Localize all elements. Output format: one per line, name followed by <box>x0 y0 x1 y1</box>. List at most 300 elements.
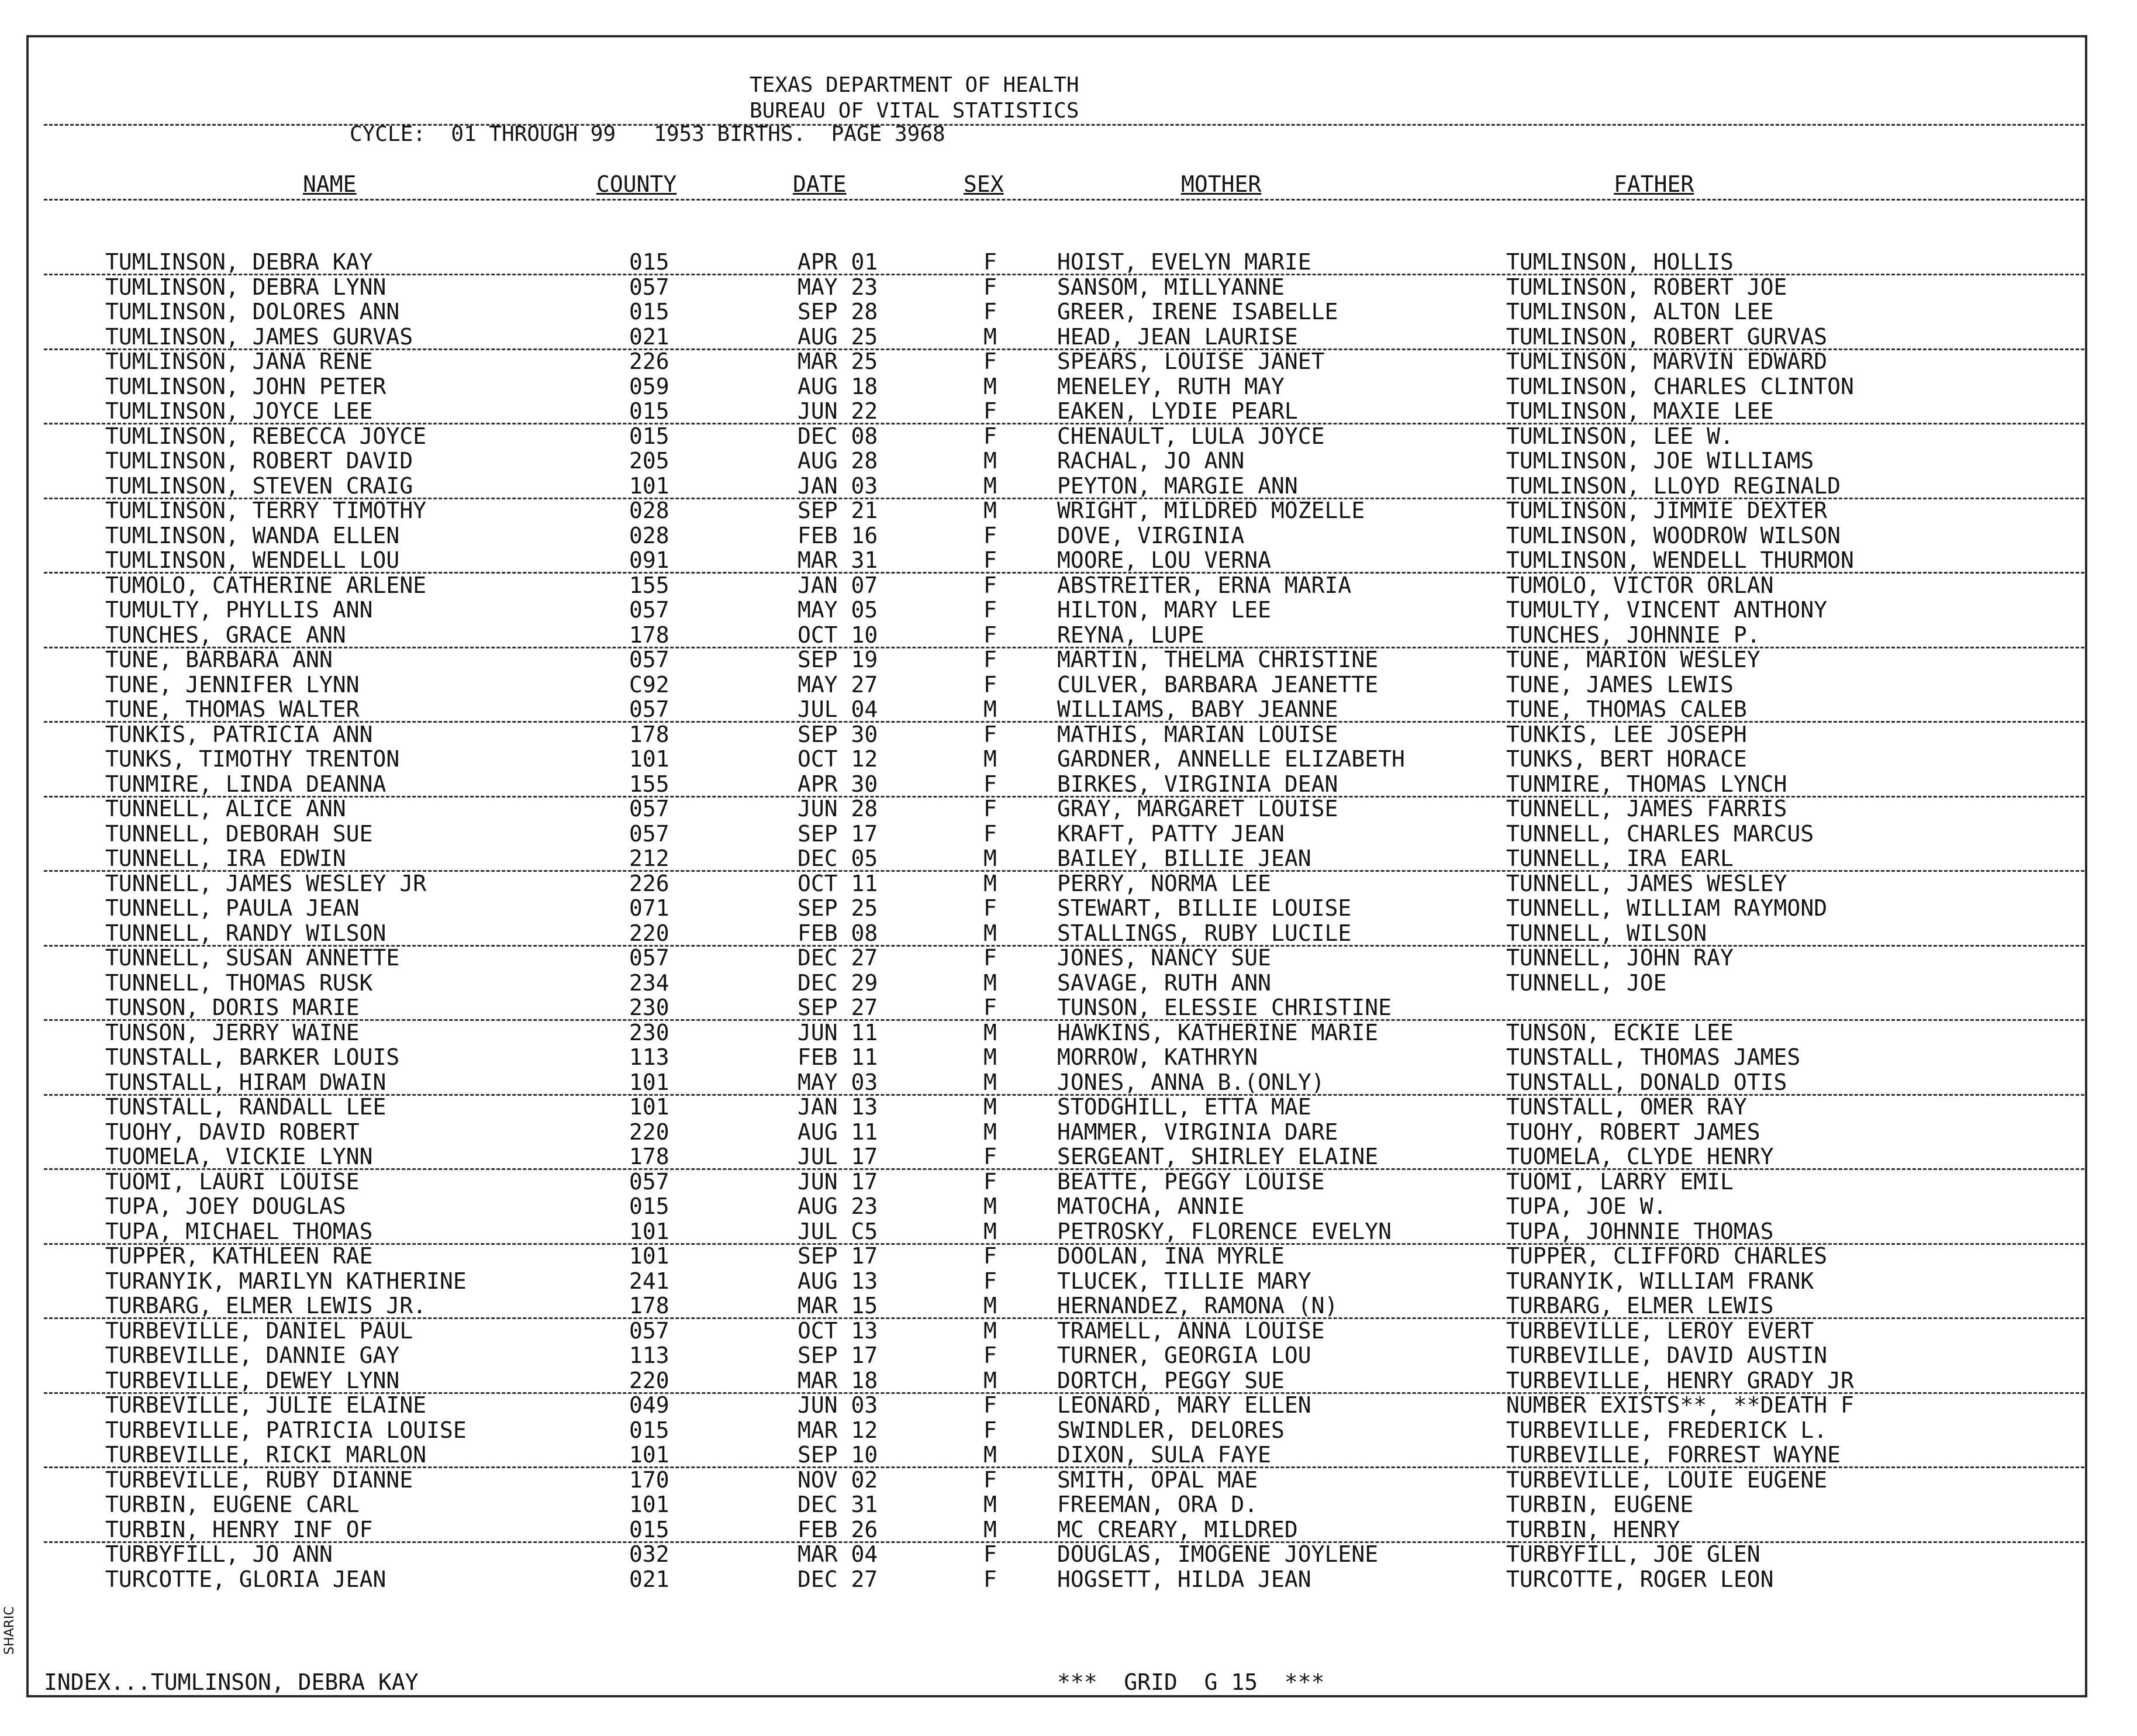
cell-date: MAY 03 <box>798 1069 878 1095</box>
table-row <box>0 1170 2137 1193</box>
cell-mother: STEWART, BILLIE LOUISE <box>1057 895 1352 921</box>
cell-date: FEB 26 <box>798 1516 878 1542</box>
cell-father: TUNE, MARION WESLEY <box>1506 647 1760 672</box>
cell-mother: PETROSKY, FLORENCE EVELYN <box>1057 1218 1392 1244</box>
cell-county: C92 <box>629 671 669 698</box>
cell-date: AUG 18 <box>798 373 878 399</box>
cell-sex: M <box>983 1044 997 1070</box>
cell-mother: JONES, NANCY SUE <box>1057 945 1272 971</box>
cell-father: TUPA, JOE W. <box>1506 1193 1667 1219</box>
cell-date: JUN 03 <box>798 1392 878 1418</box>
cell-date: JUL C5 <box>798 1218 878 1244</box>
cell-name: TUNNELL, SUSAN ANNETTE <box>105 945 400 971</box>
cell-name: TUOMI, LAURI LOUISE <box>105 1168 360 1195</box>
cell-sex: F <box>983 1392 997 1418</box>
table-row <box>44 1220 2084 1245</box>
cell-name: TURBEVILLE, RICKI MARLON <box>105 1442 427 1468</box>
cell-name: TUNSON, DORIS MARIE <box>105 995 360 1020</box>
cell-name: TUMLINSON, ROBERT DAVID <box>105 448 413 474</box>
cell-county: 178 <box>629 622 669 648</box>
cell-date: SEP 17 <box>798 820 878 847</box>
cell-mother: PERRY, NORMA LEE <box>1057 870 1272 896</box>
table-row <box>44 1145 2084 1170</box>
cell-name: TUMLINSON, JOYCE LEE <box>105 398 373 424</box>
cell-sex: F <box>983 945 997 971</box>
cell-mother: REYNA, LUPE <box>1057 622 1204 648</box>
cell-sex: F <box>983 1541 997 1567</box>
cell-sex: F <box>983 423 997 449</box>
cell-sex: F <box>983 572 997 598</box>
cell-name: TURBEVILLE, RUBY DIANNE <box>105 1466 413 1493</box>
cell-name: TUNE, THOMAS WALTER <box>105 696 360 722</box>
cell-father: TUNE, JAMES LEWIS <box>1506 671 1734 698</box>
cell-county: 057 <box>629 796 669 822</box>
cell-date: AUG 13 <box>798 1268 878 1294</box>
cell-mother: DOVE, VIRGINIA <box>1057 522 1245 548</box>
cell-date: AUG 11 <box>798 1119 878 1145</box>
cell-sex: F <box>983 796 997 822</box>
cell-father: NUMBER EXISTS**, **DEATH F <box>1506 1392 1854 1418</box>
cell-county: 057 <box>629 1317 669 1344</box>
table-row <box>0 797 2137 820</box>
cell-sex: M <box>983 448 997 474</box>
cell-sex: F <box>983 895 997 921</box>
cell-mother: HAWKINS, KATHERINE MARIE <box>1057 1019 1379 1045</box>
cell-sex: F <box>983 299 997 325</box>
table-row <box>0 747 2137 771</box>
col-header-sex: SEX <box>964 171 1004 197</box>
column-divider <box>44 199 2084 201</box>
cell-sex: F <box>983 398 997 424</box>
cell-father: TUMULTY, VINCENT ANTHONY <box>1506 597 1828 623</box>
cell-sex: M <box>983 1516 997 1542</box>
cell-sex: M <box>983 1193 997 1219</box>
cell-sex: F <box>983 274 997 300</box>
footer-index: INDEX...TUMLINSON, DEBRA KAY <box>44 1669 419 1695</box>
cell-sex: M <box>983 1069 997 1095</box>
cell-county: 032 <box>629 1541 669 1567</box>
cell-sex: F <box>983 647 997 672</box>
cell-county: 212 <box>629 845 669 871</box>
table-row <box>44 922 2084 947</box>
cell-sex: F <box>983 820 997 847</box>
cell-mother: MORROW, KATHRYN <box>1057 1044 1258 1070</box>
cell-father: TURBYFILL, JOE GLEN <box>1506 1541 1760 1567</box>
table-row <box>0 449 2137 472</box>
cell-county: 205 <box>629 448 669 474</box>
cell-mother: SMITH, OPAL MAE <box>1057 1466 1258 1493</box>
table-row <box>0 673 2137 696</box>
table-row <box>0 1045 2137 1069</box>
cell-name: TUMLINSON, WENDELL LOU <box>105 547 400 573</box>
table-row <box>0 574 2137 597</box>
cell-date: AUG 28 <box>798 448 878 474</box>
cell-father: TUMLINSON, HOLLIS <box>1506 249 1734 275</box>
table-row <box>44 772 2084 798</box>
cell-county: 101 <box>629 746 669 772</box>
table-row <box>0 598 2137 622</box>
cell-date: FEB 08 <box>798 920 878 946</box>
cell-father: TUOMI, LARRY EMIL <box>1506 1168 1734 1195</box>
cell-name: TUNNELL, IRA EDWIN <box>105 845 346 871</box>
cell-mother: FREEMAN, ORA D. <box>1057 1492 1258 1517</box>
cell-father: TUNE, THOMAS CALEB <box>1506 696 1747 722</box>
cell-date: MAY 27 <box>798 671 878 698</box>
cell-county: 101 <box>629 1442 669 1468</box>
cell-father: TUNNELL, WILSON <box>1506 920 1707 946</box>
cell-father: TURBEVILLE, LOUIE EUGENE <box>1506 1466 1828 1493</box>
cell-father: TURBEVILLE, DAVID AUSTIN <box>1506 1342 1828 1368</box>
cell-county: 049 <box>629 1392 669 1418</box>
cell-name: TURBEVILLE, DANNIE GAY <box>105 1342 400 1368</box>
cell-county: 113 <box>629 1342 669 1368</box>
cell-sex: F <box>983 1417 997 1443</box>
table-row <box>44 325 2084 350</box>
cell-name: TUNNELL, RANDY WILSON <box>105 920 386 946</box>
cell-name: TURBARG, ELMER LEWIS JR. <box>105 1293 427 1319</box>
table-row <box>44 1443 2084 1468</box>
cell-sex: F <box>983 1342 997 1368</box>
cell-date: MAR 15 <box>798 1293 878 1319</box>
cell-father: TURANYIK, WILLIAM FRANK <box>1506 1268 1814 1294</box>
cell-county: 057 <box>629 1168 669 1195</box>
cell-father: TURBIN, EUGENE <box>1506 1492 1694 1517</box>
cell-name: TURANYIK, MARILYN KATHERINE <box>105 1268 467 1294</box>
cell-date: SEP 25 <box>798 895 878 921</box>
cell-sex: M <box>983 920 997 946</box>
cell-name: TURBEVILLE, DEWEY LYNN <box>105 1367 400 1393</box>
cell-sex: F <box>983 771 997 797</box>
cell-father: TUNNELL, JOE <box>1506 969 1667 996</box>
cell-date: SEP 10 <box>798 1442 878 1468</box>
cell-sex: M <box>983 472 997 499</box>
table-row <box>0 723 2137 746</box>
cell-date: DEC 05 <box>798 845 878 871</box>
cell-father: TURBEVILLE, FORREST WAYNE <box>1506 1442 1841 1468</box>
cell-father: TUNMIRE, THOMAS LYNCH <box>1506 771 1787 797</box>
cell-date: MAR 31 <box>798 547 878 573</box>
cell-father: TUMLINSON, ALTON LEE <box>1506 299 1774 325</box>
cell-father: TUMLINSON, MARVIN EDWARD <box>1506 348 1828 374</box>
col-header-mother: MOTHER <box>1181 171 1262 197</box>
cell-father: TUMLINSON, WENDELL THURMON <box>1506 547 1854 573</box>
cell-mother: STALLINGS, RUBY LUCILE <box>1057 920 1352 946</box>
cell-date: AUG 25 <box>798 323 878 350</box>
cell-county: 015 <box>629 1417 669 1443</box>
cell-mother: CULVER, BARBARA JEANETTE <box>1057 671 1379 698</box>
cell-father: TUOHY, ROBERT JAMES <box>1506 1119 1760 1145</box>
cell-county: 021 <box>629 323 669 350</box>
cell-sex: F <box>983 1466 997 1493</box>
cell-county: 101 <box>629 472 669 499</box>
cell-father: TUNNELL, WILLIAM RAYMOND <box>1506 895 1828 921</box>
cell-sex: F <box>983 597 997 623</box>
cell-mother: BIRKES, VIRGINIA DEAN <box>1057 771 1338 797</box>
cell-father: TURBEVILLE, FREDERICK L. <box>1506 1417 1828 1443</box>
cell-name: TUNKS, TIMOTHY TRENTON <box>105 746 400 772</box>
cell-mother: HAMMER, VIRGINIA DARE <box>1057 1119 1338 1145</box>
table-row <box>44 1369 2084 1394</box>
table-row <box>0 1120 2137 1144</box>
cell-name: TUMLINSON, DEBRA LYNN <box>105 274 386 300</box>
cell-sex: M <box>983 696 997 722</box>
cell-county: 178 <box>629 721 669 747</box>
cell-father: TUNCHES, JOHNNIE P. <box>1506 622 1760 648</box>
cell-county: 101 <box>629 1243 669 1269</box>
cell-county: 226 <box>629 348 669 374</box>
cell-sex: F <box>983 995 997 1020</box>
cell-mother: GREER, IRENE ISABELLE <box>1057 299 1338 325</box>
table-row <box>0 1393 2137 1417</box>
cell-father: TURCOTTE, ROGER LEON <box>1506 1566 1774 1592</box>
cell-county: 101 <box>629 1492 669 1517</box>
cell-county: 015 <box>629 299 669 325</box>
cell-mother: HEAD, JEAN LAURISE <box>1057 323 1298 350</box>
cell-date: JAN 03 <box>798 472 878 499</box>
table-row <box>44 698 2084 723</box>
cell-date: MAR 04 <box>798 1541 878 1567</box>
header-cycle: CYCLE: 01 THROUGH 99 1953 BIRTHS. PAGE 3968 <box>350 122 945 146</box>
cell-father: TUMLINSON, ROBERT JOE <box>1506 274 1787 300</box>
cell-date: DEC 27 <box>798 1566 878 1592</box>
cell-date: JUN 28 <box>798 796 878 822</box>
cell-father: TUMLINSON, LLOYD REGINALD <box>1506 472 1841 499</box>
cell-sex: M <box>983 1317 997 1344</box>
cell-sex: M <box>983 1218 997 1244</box>
cell-mother: SWINDLER, DELORES <box>1057 1417 1285 1443</box>
cell-name: TUNE, JENNIFER LYNN <box>105 671 360 698</box>
cell-date: APR 30 <box>798 771 878 797</box>
cell-name: TUMLINSON, DOLORES ANN <box>105 299 400 325</box>
table-row <box>0 1095 2137 1119</box>
table-row <box>44 847 2084 872</box>
table-row <box>44 250 2084 275</box>
cell-date: DEC 08 <box>798 423 878 449</box>
col-header-date: DATE <box>793 171 847 197</box>
cell-father: TUMLINSON, CHARLES CLINTON <box>1506 373 1854 399</box>
cell-date: JAN 07 <box>798 572 878 598</box>
cell-mother: TURNER, GEORGIA LOU <box>1057 1342 1311 1368</box>
cell-date: JUN 17 <box>798 1168 878 1195</box>
cell-father: TUNNELL, CHARLES MARCUS <box>1506 820 1814 847</box>
cell-name: TURBEVILLE, DANIEL PAUL <box>105 1317 413 1344</box>
cell-name: TUMLINSON, REBECCA JOYCE <box>105 423 427 449</box>
cell-name: TUMLINSON, DEBRA KAY <box>105 249 373 275</box>
table-row <box>44 996 2084 1021</box>
cell-father: TUNSON, ECKIE LEE <box>1506 1019 1734 1045</box>
cell-sex: F <box>983 1144 997 1169</box>
cell-county: 234 <box>629 969 669 996</box>
table-row <box>0 375 2137 398</box>
cell-date: APR 01 <box>798 249 878 275</box>
cell-name: TURBYFILL, JO ANN <box>105 1541 333 1567</box>
cell-date: OCT 10 <box>798 622 878 648</box>
cell-sex: M <box>983 323 997 350</box>
table-row <box>0 1493 2137 1516</box>
cell-name: TUMOLO, CATHERINE ARLENE <box>105 572 427 598</box>
cell-sex: M <box>983 969 997 996</box>
cell-county: 230 <box>629 1019 669 1045</box>
cell-county: 220 <box>629 1367 669 1393</box>
cell-county: 028 <box>629 498 669 523</box>
cell-sex: F <box>983 1268 997 1294</box>
cell-father: TURBIN, HENRY <box>1506 1516 1680 1542</box>
cell-mother: RACHAL, JO ANN <box>1057 448 1245 474</box>
cell-sex: F <box>983 622 997 648</box>
cell-county: 057 <box>629 647 669 672</box>
cell-mother: SANSOM, MILLYANNE <box>1057 274 1285 300</box>
cell-name: TUPPER, KATHLEEN RAE <box>105 1243 373 1269</box>
cell-county: 155 <box>629 771 669 797</box>
cell-county: 015 <box>629 423 669 449</box>
cell-date: MAY 05 <box>798 597 878 623</box>
cell-mother: TLUCEK, TILLIE MARY <box>1057 1268 1311 1294</box>
col-header-father: FATHER <box>1614 171 1694 197</box>
cell-date: SEP 17 <box>798 1243 878 1269</box>
header-line2: BUREAU OF VITAL STATISTICS <box>750 99 1079 123</box>
table-row <box>44 399 2084 424</box>
table-row <box>0 1195 2137 1218</box>
cell-date: JAN 13 <box>798 1094 878 1120</box>
cell-mother: HERNANDEZ, RAMONA (N) <box>1057 1293 1338 1319</box>
table-row <box>0 1344 2137 1367</box>
cell-sex: M <box>983 498 997 523</box>
table-row <box>0 1319 2137 1342</box>
cell-name: TUNNELL, JAMES WESLEY JR <box>105 870 427 896</box>
cell-mother: CHENAULT, LULA JOYCE <box>1057 423 1325 449</box>
cell-sex: F <box>983 1243 997 1269</box>
cell-date: JUL 04 <box>798 696 878 722</box>
cell-county: 113 <box>629 1044 669 1070</box>
cell-mother: STODGHILL, ETTA MAE <box>1057 1094 1311 1120</box>
cell-sex: F <box>983 522 997 548</box>
table-row <box>0 499 2137 522</box>
cell-sex: M <box>983 1492 997 1517</box>
cell-mother: WRIGHT, MILDRED MOZELLE <box>1057 498 1365 523</box>
cell-date: SEP 30 <box>798 721 878 747</box>
table-row <box>0 971 2137 995</box>
cell-name: TUNNELL, ALICE ANN <box>105 796 346 822</box>
cell-county: 230 <box>629 995 669 1020</box>
cell-name: TURBEVILLE, PATRICIA LOUISE <box>105 1417 467 1443</box>
table-row <box>44 1518 2084 1543</box>
cell-father: TUNSTALL, OMER RAY <box>1506 1094 1747 1120</box>
cell-mother: LEONARD, MARY ELLEN <box>1057 1392 1311 1418</box>
cell-county: 241 <box>629 1268 669 1294</box>
cell-county: 057 <box>629 274 669 300</box>
cell-name: TURBEVILLE, JULIE ELAINE <box>105 1392 427 1418</box>
cell-county: 178 <box>629 1293 669 1319</box>
cell-father: TURBEVILLE, LEROY EVERT <box>1506 1317 1814 1344</box>
cell-mother: DIXON, SULA FAYE <box>1057 1442 1272 1468</box>
cell-name: TURCOTTE, GLORIA JEAN <box>105 1566 386 1592</box>
cell-date: NOV 02 <box>798 1466 878 1493</box>
cell-sex: M <box>983 746 997 772</box>
cell-date: MAR 25 <box>798 348 878 374</box>
table-row <box>0 424 2137 448</box>
cell-name: TUMLINSON, JOHN PETER <box>105 373 386 399</box>
table-row <box>44 548 2084 574</box>
cell-sex: F <box>983 721 997 747</box>
cell-date: MAR 18 <box>798 1367 878 1393</box>
cell-mother: HOGSETT, HILDA JEAN <box>1057 1566 1311 1592</box>
cell-father: TUNNELL, JOHN RAY <box>1506 945 1734 971</box>
cell-sex: F <box>983 547 997 573</box>
cell-name: TUMLINSON, JANA RENE <box>105 348 373 374</box>
cell-sex: M <box>983 1019 997 1045</box>
table-row <box>44 1071 2084 1096</box>
cell-county: 101 <box>629 1069 669 1095</box>
cell-county: 220 <box>629 1119 669 1145</box>
cell-sex: F <box>983 1566 997 1592</box>
cell-sex: F <box>983 249 997 275</box>
cell-date: JUN 22 <box>798 398 878 424</box>
cell-mother: DOUGLAS, IMOGENE JOYLENE <box>1057 1541 1379 1567</box>
col-header-name: NAME <box>303 171 357 197</box>
cell-date: SEP 19 <box>798 647 878 672</box>
cell-mother: PEYTON, MARGIE ANN <box>1057 472 1298 499</box>
cell-mother: MARTIN, THELMA CHRISTINE <box>1057 647 1379 672</box>
cell-county: 101 <box>629 1094 669 1120</box>
cell-name: TUNSTALL, BARKER LOUIS <box>105 1044 400 1070</box>
cell-name: TUNE, BARBARA ANN <box>105 647 333 672</box>
cell-county: 057 <box>629 597 669 623</box>
cell-mother: SPEARS, LOUISE JANET <box>1057 348 1325 374</box>
table-row <box>0 822 2137 845</box>
cell-name: TUNNELL, PAULA JEAN <box>105 895 360 921</box>
cell-mother: HOIST, EVELYN MARIE <box>1057 249 1311 275</box>
cell-father: TUMLINSON, ROBERT GURVAS <box>1506 323 1828 350</box>
cell-name: TUNSON, JERRY WAINE <box>105 1019 360 1045</box>
cell-father: TUNNELL, JAMES FARRIS <box>1506 796 1787 822</box>
cell-date: SEP 17 <box>798 1342 878 1368</box>
table-row <box>0 1568 2137 1591</box>
cell-date: FEB 11 <box>798 1044 878 1070</box>
cell-mother: DOOLAN, INA MYRLE <box>1057 1243 1285 1269</box>
cell-mother: MC CREARY, MILDRED <box>1057 1516 1298 1542</box>
cell-mother: GARDNER, ANNELLE ELIZABETH <box>1057 746 1405 772</box>
table-row <box>0 1269 2137 1293</box>
cell-mother: TRAMELL, ANNA LOUISE <box>1057 1317 1325 1344</box>
table-row <box>0 1468 2137 1492</box>
cell-mother: WILLIAMS, BABY JEANNE <box>1057 696 1338 722</box>
cell-name: TUNNELL, THOMAS RUSK <box>105 969 373 996</box>
cell-sex: M <box>983 1119 997 1145</box>
cell-date: SEP 27 <box>798 995 878 1020</box>
cell-father: TUMLINSON, JIMMIE DEXTER <box>1506 498 1828 523</box>
cell-mother: DORTCH, PEGGY SUE <box>1057 1367 1285 1393</box>
cell-county: 057 <box>629 696 669 722</box>
cell-sex: M <box>983 870 997 896</box>
table-row <box>44 1294 2084 1319</box>
cell-mother: JONES, ANNA B.(ONLY) <box>1057 1069 1325 1095</box>
cell-county: 220 <box>629 920 669 946</box>
cell-county: 057 <box>629 945 669 971</box>
cell-county: 015 <box>629 249 669 275</box>
cell-name: TUMLINSON, JAMES GURVAS <box>105 323 413 350</box>
cell-mother: TUNSON, ELESSIE CHRISTINE <box>1057 995 1392 1020</box>
cell-mother: KRAFT, PATTY JEAN <box>1057 820 1285 847</box>
cell-date: OCT 11 <box>798 870 878 896</box>
cell-name: TUMLINSON, TERRY TIMOTHY <box>105 498 427 523</box>
cell-name: TUPA, JOEY DOUGLAS <box>105 1193 346 1219</box>
cell-county: 101 <box>629 1218 669 1244</box>
table-row <box>44 474 2084 499</box>
footer-grid: *** GRID G 15 *** <box>1057 1669 1325 1695</box>
cell-name: TUNMIRE, LINDA DEANNA <box>105 771 386 797</box>
col-header-county: COUNTY <box>596 171 677 197</box>
table-row <box>0 946 2137 969</box>
